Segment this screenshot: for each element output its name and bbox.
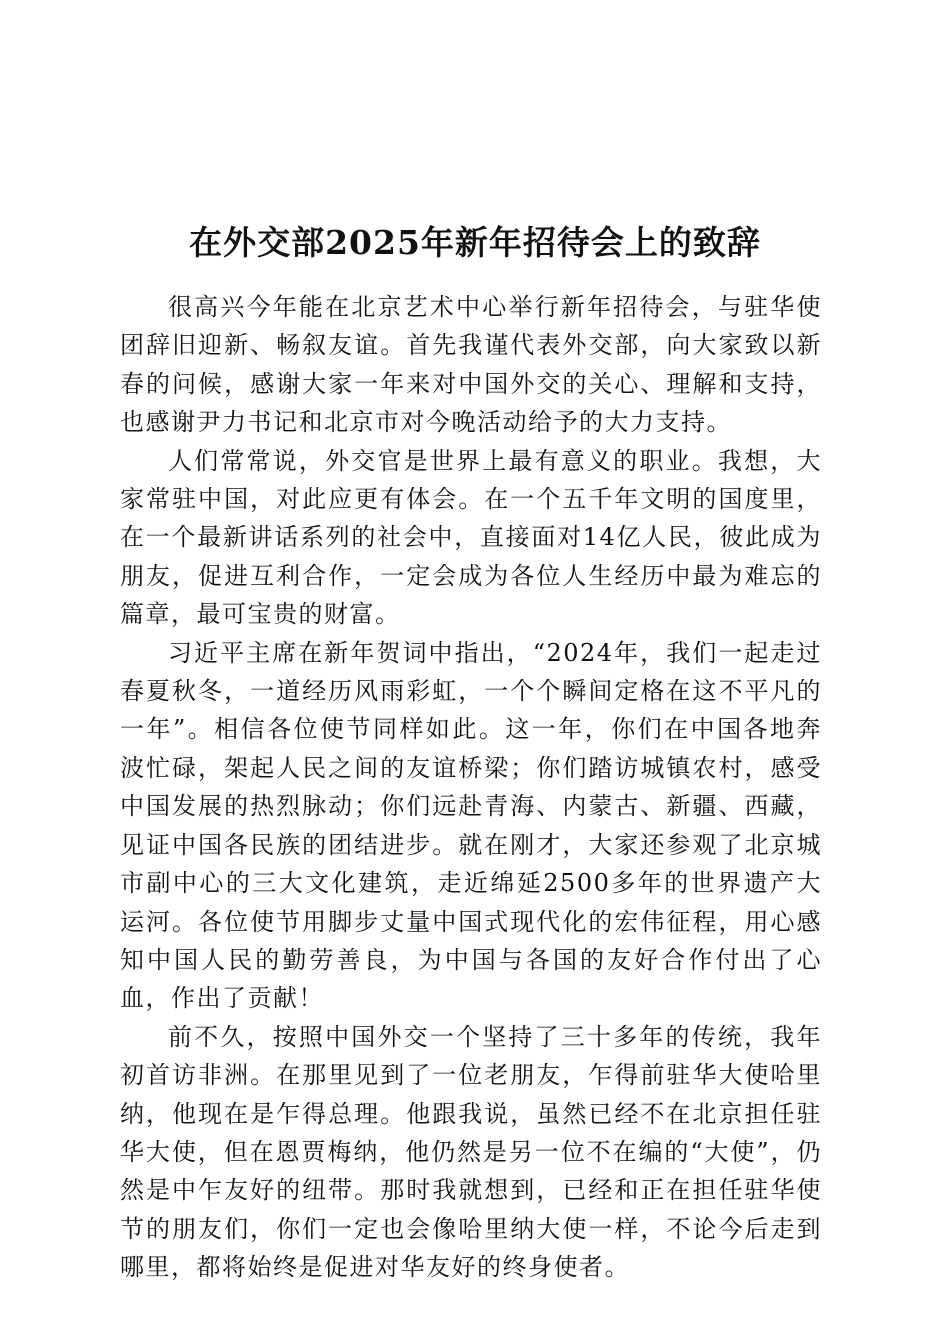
paragraph-2: 人们常常说，外交官是世界上最有意义的职业。我想，大家常驻中国，对此应更有体会。在一个五千年文明的国度里，在一个最新讲话系列的社会中，直接面对14亿人民，彼此成为朋友，促进互利合作，一定会成为各位人生经历中最为难忘的篇章，最可宝贵的财富。 [120,446,822,629]
paragraph-4: 前不久，按照中国外交一个坚持了三十多年的传统，我年初首访非洲。在那里见到了一位老朋友，乍得前驻华大使哈里纳，他现在是乍得总理。他跟我说，虽然已经不在北京担任驻华大使，但在恩贾梅纳，他仍然是另一位不在编的“大使”，仍然是中乍友好的纽带。那时我就想到，已经和正在担任驻华使节的朋友们，你们一定也会像哈里纳大使一样，不论今后走到哪里，都将始终是促进对华友好的终身使者。 [120,1022,822,1282]
document-title: 在外交部2025年新年招待会上的致辞 [189,223,761,263]
document-body [120,288,822,1287]
paragraph-3: 习近平主席在新年贺词中指出，“2024年，我们一起走过春夏秋冬，一道经历风雨彩虹，一个个瞬间定格在这不平凡的一年”。相信各位使节同样如此。这一年，你们在中国各地奔波忙碌，架起人民之间的友谊桥梁；你们踏访城镇农村，感受中国发展的热烈脉动；你们远赴青海、内蒙古、新疆、西藏，见证中国各民族的团结进步。就在刚才，大家还参观了北京城市副中心的三大文化建筑，走近绵延2500多年的世界遗产大运河。各位使节用脚步丈量中国式现代化的宏伟征程，用心感知中国人民的勤劳善良，为中国与各国的友好合作付出了心血，作出了贡献！ [120,638,822,1013]
paragraph-1: 很高兴今年能在北京艺术中心举行新年招待会，与驻华使团辞旧迎新、畅叙友谊。首先我谨代表外交部，向大家致以新春的问候，感谢大家一年来对中国外交的关心、理解和支持，也感谢尹力书记和北京市对今晚活动给予的大力支持。 [120,293,822,437]
